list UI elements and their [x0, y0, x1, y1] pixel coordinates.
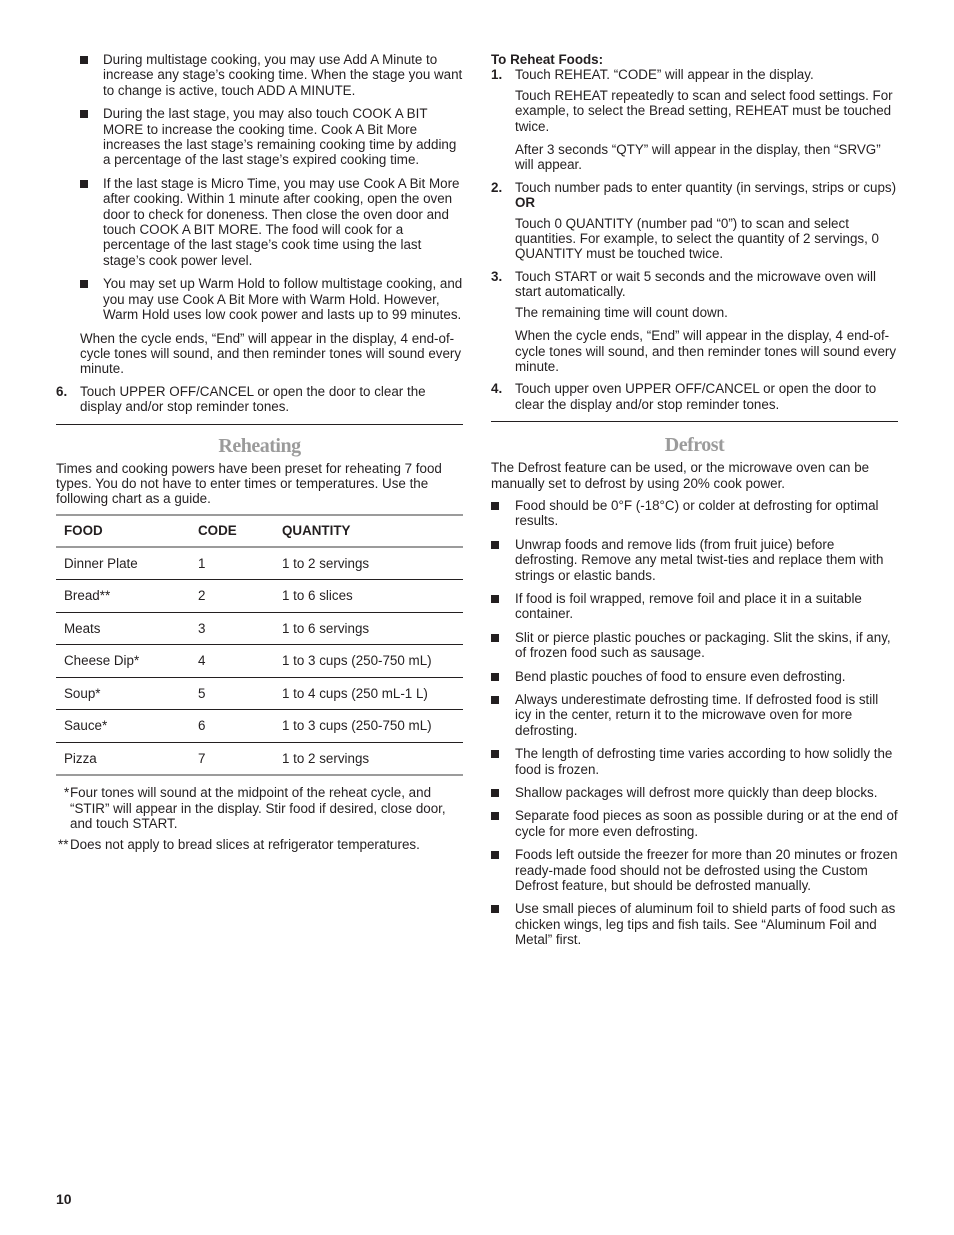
list-item	[491, 630, 898, 661]
table-header-row	[56, 515, 463, 547]
defrost-intro: The Defrost feature can be used, or the microwave oven can be manually set to defrost by using 20% cook power.	[491, 460, 870, 491]
bullet-text: Shallow packages will defrost more quickly than deep blocks.	[515, 785, 878, 801]
page-number: 10	[56, 1191, 72, 1207]
footnote-mark: **	[58, 837, 69, 853]
quantity-cell: 1 to 2 servings	[274, 742, 463, 775]
list-item	[56, 276, 463, 322]
bullet-text: Foods left outside the freezer for more than 20 minutes or frozen ready-made food should not be defrosted using the Custom Defrost feature, but should be defrosted manually.	[515, 847, 898, 894]
step-number: 1.	[491, 67, 503, 83]
step-3	[491, 269, 898, 374]
quantity-cell: 1 to 3 cups (250-750 mL)	[274, 710, 463, 743]
step-subtext: Touch 0 QUANTITY (number pad “0”) to scan and select quantities. For example, to select the quantity of 2 servings, 0 QUANTITY must be touched twice.	[515, 215, 879, 262]
bullet-text: Bend plastic pouches of food to ensure even defrosting.	[515, 668, 846, 684]
square-bullet-icon	[491, 851, 499, 859]
footnote-text: Does not apply to bread slices at refrigerator temperatures.	[70, 837, 420, 853]
bullet-text: Unwrap foods and remove lids (from fruit juice) before defrosting. Remove any metal twist-ties and replace them with strings or elastic bands.	[515, 536, 884, 583]
square-bullet-icon	[491, 634, 499, 642]
bullet-text: Food should be 0°F (-18°C) or colder at defrosting for optimal results.	[515, 497, 879, 529]
square-bullet-icon	[491, 502, 499, 510]
section-divider	[56, 424, 463, 425]
square-bullet-icon	[491, 812, 499, 820]
step-text: Touch UPPER OFF/CANCEL or open the door to clear the display and/or stop reminder tones.	[80, 383, 426, 415]
multistage-bullet-list	[56, 52, 463, 323]
code-cell: 3	[190, 612, 274, 645]
table-row	[56, 547, 463, 580]
defrost-bullet-list	[491, 498, 898, 948]
bullet-text: Use small pieces of aluminum foil to shield parts of food such as chicken wings, leg tips and fish tails. See “Aluminum Foil and Metal” first.	[515, 901, 896, 948]
step-subtext: Touch REHEAT repeatedly to scan and select food settings. For example, to select the Bread setting, REHEAT must be touched twice.	[515, 87, 893, 134]
square-bullet-icon	[491, 673, 499, 681]
square-bullet-icon	[491, 595, 499, 603]
bullet-text: During multistage cooking, you may use Add A Minute to increase any stage’s cooking time. When the stage you want to change is active, touch ADD A MINUTE.	[103, 52, 463, 98]
cycle-end-paragraph: When the cycle ends, “End” will appear in the display, 4 end-of-cycle tones will sound, and then reminder tones will sound every minute.	[80, 330, 462, 377]
list-item	[491, 746, 898, 777]
table-row	[56, 742, 463, 775]
square-bullet-icon	[491, 905, 499, 913]
column-header-code: CODE	[190, 515, 274, 547]
column-header-quantity: QUANTITY	[274, 515, 463, 547]
list-item	[491, 847, 898, 893]
list-item	[491, 785, 898, 800]
right-column	[491, 52, 898, 956]
square-bullet-icon	[491, 696, 499, 704]
list-item	[491, 498, 898, 529]
step-number: 6.	[56, 383, 68, 399]
footnote-double-star	[56, 837, 463, 852]
footnote-text: Four tones will sound at the midpoint of the reheat cycle, and “STIR” will appear in the display. Stir food if desired, close door, and touch START.	[70, 785, 446, 832]
step-text: Touch REHEAT. “CODE” will appear in the display.	[515, 67, 814, 83]
square-bullet-icon	[80, 56, 88, 64]
defrost-title: Defrost	[664, 434, 725, 457]
left-column	[56, 52, 463, 859]
step-4	[491, 381, 898, 412]
bullet-text: Slit or pierce plastic pouches or packaging. Slit the skins, if any, of frozen food such as sausage.	[515, 629, 891, 661]
quantity-cell: 1 to 2 servings	[274, 547, 463, 580]
table-row	[56, 580, 463, 613]
list-item	[56, 176, 463, 268]
reheat-foods-heading: To Reheat Foods:	[491, 52, 604, 67]
step-subtext: The remaining time will count down.	[515, 304, 728, 320]
list-item	[491, 591, 898, 622]
food-cell: Cheese Dip*	[56, 645, 190, 678]
table-row	[56, 677, 463, 710]
footnote-mark: *	[64, 785, 70, 801]
column-header-food: FOOD	[56, 515, 190, 547]
code-cell: 1	[190, 547, 274, 580]
code-cell: 5	[190, 677, 274, 710]
table-row	[56, 612, 463, 645]
step-subtext: When the cycle ends, “End” will appear in the display, 4 end-of-cycle tones will sound, and then reminder tones will sound every minute.	[515, 328, 897, 374]
list-item	[491, 808, 898, 839]
list-item	[56, 52, 463, 98]
step-number: 2.	[491, 179, 503, 195]
reheating-title: Reheating	[218, 434, 301, 457]
square-bullet-icon	[491, 541, 499, 549]
bullet-text: If food is foil wrapped, remove foil and place it in a suitable container.	[515, 590, 862, 622]
square-bullet-icon	[80, 110, 88, 118]
quantity-cell: 1 to 6 servings	[274, 612, 463, 645]
food-cell: Soup*	[56, 677, 190, 710]
food-cell: Dinner Plate	[56, 547, 190, 580]
code-cell: 7	[190, 742, 274, 775]
food-cell: Sauce*	[56, 710, 190, 743]
food-cell: Meats	[56, 612, 190, 645]
footnote-single-star	[56, 785, 463, 831]
step-text: Touch START or wait 5 seconds and the microwave oven will start automatically.	[515, 268, 876, 300]
square-bullet-icon	[80, 180, 88, 188]
bullet-text: Separate food pieces as soon as possible during or at the end of cycle for more even defrosting.	[515, 808, 898, 839]
square-bullet-icon	[80, 280, 88, 288]
footnotes	[56, 785, 463, 853]
step-number: 3.	[491, 268, 503, 284]
food-cell: Pizza	[56, 742, 190, 775]
step-text: Touch number pads to enter quantity (in servings, strips or cups)	[515, 179, 897, 195]
step-2	[491, 180, 898, 262]
table-row	[56, 710, 463, 743]
list-item	[491, 901, 898, 947]
step-subtext: After 3 seconds “QTY” will appear in the display, then “SRVG” will appear.	[515, 142, 881, 173]
code-cell: 2	[190, 580, 274, 613]
code-cell: 4	[190, 645, 274, 678]
step-1	[491, 67, 898, 172]
bullet-text: During the last stage, you may also touch COOK A BIT MORE to increase the cooking time. Cook A Bit More increases the last stage’s remaining cooking time by adding a percentage of the last stage’s expired cooking time.	[103, 106, 457, 168]
step-text: Touch upper oven UPPER OFF/CANCEL or open the door to clear the display and/or stop reminder tones.	[515, 381, 877, 412]
list-item	[491, 692, 898, 738]
food-cell: Bread**	[56, 580, 190, 613]
reheating-intro: Times and cooking powers have been preset for reheating 7 food types. You do not have to enter times or temperatures. Use the following chart as a guide.	[56, 460, 442, 507]
section-divider	[491, 421, 898, 422]
square-bullet-icon	[491, 750, 499, 758]
bullet-text: The length of defrosting time varies according to how solidly the food is frozen.	[515, 746, 893, 777]
or-label: OR	[515, 195, 536, 211]
step-6	[56, 384, 463, 415]
quantity-cell: 1 to 6 slices	[274, 580, 463, 613]
table-row	[56, 645, 463, 678]
bullet-text: If the last stage is Micro Time, you may use Cook A Bit More after cooking. Within 1 minute after cooking, open the oven door to check for doneness. Then close the oven door and touch COOK A BIT MORE. The food will cook for a percentage of the last stage’s cook time using the last stage’s cook power level.	[103, 175, 460, 268]
bullet-text: Always underestimate defrosting time. If defrosted food is still icy in the center, return it to the microwave oven for more defrosting.	[515, 692, 879, 738]
code-cell: 6	[190, 710, 274, 743]
step-number: 4.	[491, 381, 503, 397]
quantity-cell: 1 to 3 cups (250-750 mL)	[274, 645, 463, 678]
quantity-cell: 1 to 4 cups (250 mL-1 L)	[274, 677, 463, 710]
square-bullet-icon	[491, 789, 499, 797]
reheat-chart-table	[56, 514, 463, 777]
list-item	[491, 669, 898, 684]
list-item	[491, 537, 898, 583]
list-item	[56, 106, 463, 168]
bullet-text: You may set up Warm Hold to follow multistage cooking, and you may use Cook A Bit More with Warm Hold. However, Warm Hold uses low cook power and lasts up to 99 minutes.	[103, 276, 463, 323]
